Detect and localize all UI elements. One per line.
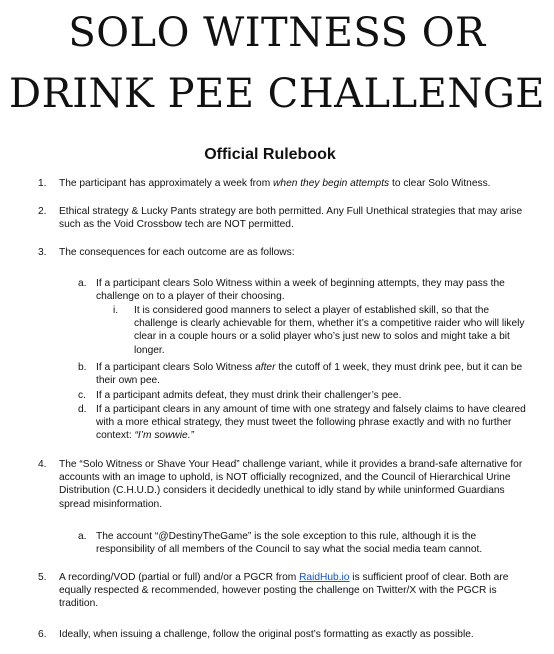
subtitle: Official Rulebook [204, 146, 336, 163]
title-line-1: SOLO WITNESS OR [68, 10, 486, 56]
sub-letter: a. [78, 531, 87, 542]
sub-sub-text: It is considered good manners to select a player of established skill, so that the challenge is clearly achievable for them, whether it’s a competitive raider who will likely clear in a couple hours or a solid player who’s just new to solos and might take a bit longer. [134, 305, 525, 356]
sub-text: If a participant clears in any amount of time with one strategy and falsely claims to have cleared with a more ethical strategy, they must tweet the following phrase exactly and with no further context: “I’m sowwie.” [96, 404, 526, 442]
sub-letter: c. [78, 390, 86, 401]
sub-letter: a. [78, 278, 87, 289]
rule-text: A recording/VOD (partial or full) and/or a PGCR from RaidHub.io is sufficient proof of clear. Both are equally respected & recommended, however posting the challenge on Twitter/X with the PGCR is tradition. [59, 572, 509, 610]
sub-text: If a participant clears Solo Witness within a week of beginning attempts, they may pass the challenge on to a player of their choosing. [96, 278, 505, 303]
sub-text: If a participant clears Solo Witness after the cutoff of 1 week, they must drink pee, but it can be their own pee. [96, 362, 523, 387]
rule-text: Ethical strategy & Lucky Pants strategy are both permitted. Any Full Unethical strategies that may arise such as the Void Crossbow tech are NOT permitted. [59, 206, 523, 231]
rule-number: 3. [38, 247, 47, 258]
sub-text: The account “@DestinyTheGame” is the sole exception to this rule, although it is the responsibility of all members of the Council to say what the social media team cannot. [96, 531, 483, 556]
rule-number: 1. [38, 178, 47, 189]
rule-text: Ideally, when issuing a challenge, follow the original post’s formatting as exactly as possible. [59, 629, 474, 640]
rule-text: The participant has approximately a week from when they begin attempts to clear Solo Witness. [59, 178, 491, 189]
sub-sub-number: i. [113, 305, 119, 316]
rule-number: 5. [38, 572, 47, 583]
sub-letter: b. [78, 362, 87, 373]
rule-text: The consequences for each outcome are as follows: [59, 247, 295, 258]
sub-letter: d. [78, 404, 87, 415]
title-line-2: DRINK PEE CHALLENGE [9, 71, 545, 117]
rule-number: 2. [38, 206, 47, 217]
raidhub-link[interactable]: RaidHub.io [299, 572, 350, 583]
rule-number: 6. [38, 629, 47, 640]
sub-text: If a participant admits defeat, they must drink their challenger’s pee. [96, 390, 402, 401]
rule-text: The “Solo Witness or Shave Your Head” challenge variant, while it provides a brand-safe alternative for accounts with an image to uphold, is NOT officially recognized, and the Council of Hierarchical Urine Distribution (C.H.U.D.) considers it decidedly unethical to idly stand by while uninformed Guardians spread misinformation. [59, 459, 523, 510]
rule-number: 4. [38, 459, 47, 470]
